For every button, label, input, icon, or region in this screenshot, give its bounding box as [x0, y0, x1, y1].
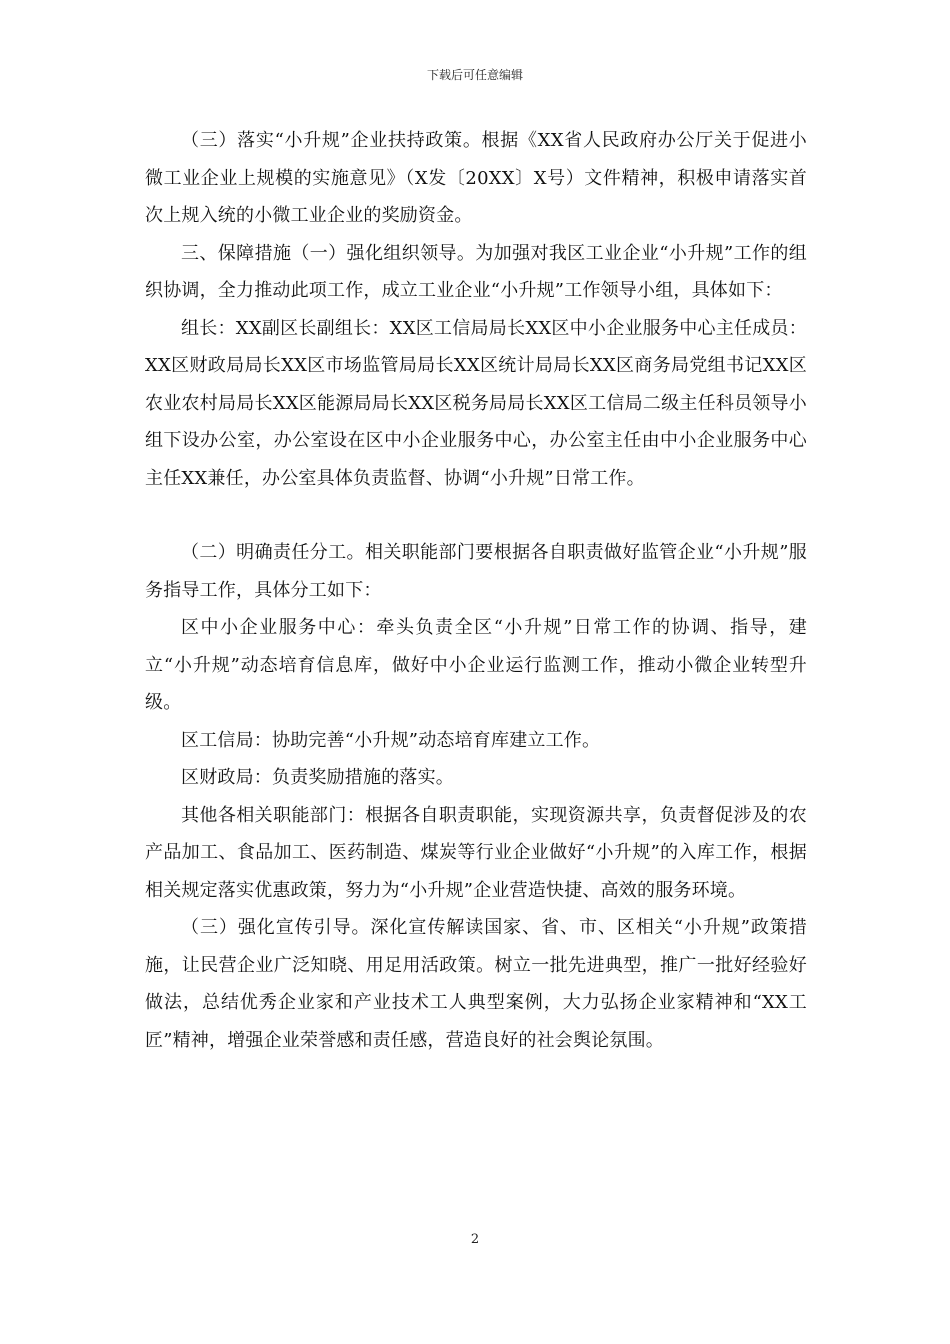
paragraph-sme-service-center: 区中小企业服务中心：牵头负责全区“小升规”日常工作的协调、指导，建立“小升规”动态培育信息库，做好中小企业运行监测工作，推动小微企业转型升级。 [145, 617, 807, 713]
paragraph-other-departments: 其他各相关职能部门：根据各自职责职能，实现资源共享，负责督促涉及的农产品加工、食品加工、医药制造、煤炭等行业企业做好“小升规”的入库工作，根据相关规定落实优惠政策，努力为“小升规”企业营造快捷、高效的服务环境。 [145, 804, 807, 901]
paragraph-safeguard-leadership: 三、保障措施（一）强化组织领导。为加强对我区工业企业“小升规”工作的组织协调，全力推动此项工作，成立工业企业“小升规”工作领导小组，具体如下： [145, 242, 807, 301]
paragraph-industry-bureau: 区工信局：协助完善“小升规”动态培育库建立工作。 [181, 729, 601, 751]
page-number: 2 [470, 1232, 480, 1247]
paragraph-publicity-guidance: （三）强化宣传引导。深化宣传解读国家、省、市、区相关“小升规”政策措施，让民营企业广泛知晓、用足用活政策。树立一批先进典型，推广一批好经验好做法，总结优秀企业家和产业技术工人典型案例，大力弘扬企业家精神和“XX工匠”精神，增强企业荣誉感和责任感，营造良好的社会舆论氛围。 [145, 917, 807, 1051]
paragraph-finance-bureau: 区财政局：负责奖励措施的落实。 [181, 767, 454, 788]
page-header: 下载后可任意编辑 [426, 68, 523, 82]
paragraph-responsibility-division: （二）明确责任分工。相关职能部门要根据各自职责做好监管企业“小升规”服务指导工作，具体分工如下： [145, 542, 807, 601]
paragraph-policy-support: （三）落实“小升规”企业扶持政策。根据《XX省人民政府办公厅关于促进小微工业企业上规模的实施意见》（X发〔20XX〕X号）文件精神，积极申请落实首次上规入统的小微工业企业的奖励资金。 [145, 130, 807, 226]
paragraph-leading-group-members: 组长：XX副区长副组长：XX区工信局局长XX区中小企业服务中心主任成员：XX区财政局局长XX区市场监管局局长XX区统计局局长XX区商务局党组书记XX区农业农村局局长XX区能源局局长XX区税务局局长XX区工信局二级主任科员领导小组下设办公室，办公室设在区中小企业服务中心，办公室主任由中小企业服务中心主任XX兼任，办公室具体负责监督、协调“小升规”日常工作。 [145, 317, 807, 489]
document-body [145, 122, 807, 1059]
